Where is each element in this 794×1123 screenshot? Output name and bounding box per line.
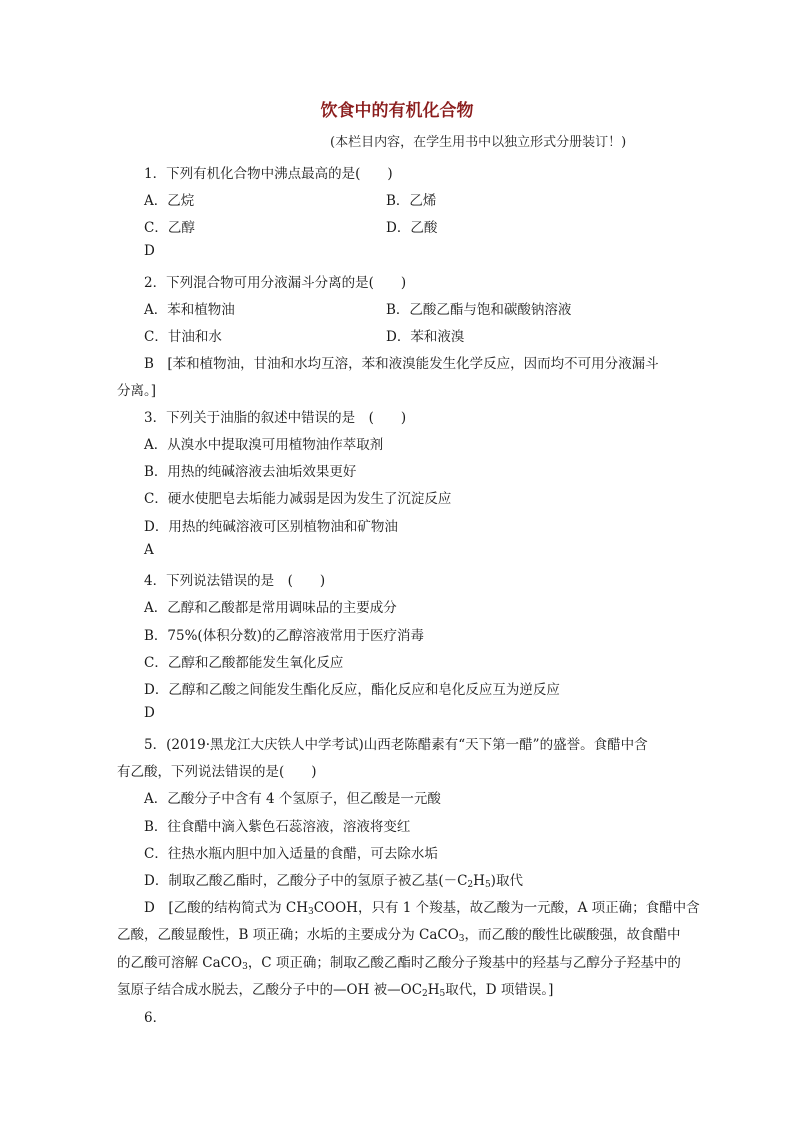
- question-5-stem-cont: 有乙酸，下列说法错误的是( ): [117, 764, 317, 780]
- question-5-option-d: D．制取乙酸乙酯时，乙酸分子中的氢原子被乙基$(-C_2H_5)$取代: [144, 873, 523, 890]
- question-4-option-a: A．乙醇和乙酸都是常用调味品的主要成分: [144, 600, 397, 616]
- question-4-option-d: D．乙醇和乙酸之间能发生酯化反应，酯化反应和皂化反应互为逆反应: [144, 682, 560, 698]
- question-2-option-c: C．甘油和水: [144, 329, 222, 345]
- question-2-option-d: D．苯和液溴: [386, 329, 465, 345]
- question-2-option-a: A．苯和植物油: [144, 302, 235, 318]
- question-5-answer: D [乙酸的结构简式为 $CH_3COOH$，只有 1 个羧基，故乙酸为一元酸，A 项正确；食醋中含: [144, 900, 700, 917]
- question-1-answer: D: [144, 243, 155, 259]
- question-3-stem: 3．下列关于油脂的叙述中错误的是 ( ): [144, 410, 407, 426]
- page-subtitle: (本栏目内容，在学生用书中以独立形式分册装订！): [330, 135, 627, 150]
- question-1-option-d: D．乙酸: [386, 220, 438, 236]
- question-2-answer-cont: 分离。]: [117, 383, 157, 399]
- question-3-answer: A: [144, 542, 154, 558]
- question-5-answer-cont-2: 的乙酸可溶解 CaCO$_3$，C 项正确；制取乙酸乙酯时乙酸分子羧基中的羟基与乙醇分子羟基中的: [117, 955, 681, 972]
- question-4-stem: 4．下列说法错误的是 ( ): [144, 573, 326, 589]
- question-3-option-a: A．从溴水中提取溴可用植物油作萃取剂: [144, 437, 384, 453]
- question-4-answer: D: [144, 705, 155, 721]
- question-5-answer-cont-3: 氢原子结合成水脱去，乙酸分子中的—OH 被$—OC_2H_5$取代，D 项错误。]: [117, 982, 554, 999]
- page-title: 饮食中的有机化合物: [320, 101, 474, 121]
- question-2-answer: B [苯和植物油，甘油和水均互溶，苯和液溴能发生化学反应，因而均不可用分液漏斗: [144, 356, 659, 372]
- question-1-option-a: A．乙烷: [144, 193, 195, 209]
- question-5-answer-cont-1: 乙酸，乙酸显酸性，B 项正确；水垢的主要成分为 CaCO$_3$，而乙酸的酸性比碳酸强，故食醋中: [117, 927, 681, 944]
- question-2-option-b: B．乙酸乙酯与饱和碳酸钠溶液: [386, 302, 572, 318]
- question-5-option-a: A．乙酸分子中含有 4 个氢原子，但乙酸是一元酸: [144, 791, 441, 807]
- question-4-option-b: B．75%(体积分数)的乙醇溶液常用于医疗消毒: [144, 628, 424, 644]
- question-1-option-c: C．乙醇: [144, 220, 195, 236]
- question-2-stem: 2．下列混合物可用分液漏斗分离的是( ): [144, 275, 407, 291]
- question-1-stem: 1．下列有机化合物中沸点最高的是( ): [144, 166, 393, 182]
- question-6-stem: 6．: [144, 1010, 167, 1026]
- question-3-option-d: D．用热的纯碱溶液可区别植物油和矿物油: [144, 519, 398, 535]
- question-4-option-c: C．乙醇和乙酸都能发生氧化反应: [144, 655, 344, 671]
- question-5-option-b: B．往食醋中滴入紫色石蕊溶液，溶液将变红: [144, 819, 411, 835]
- question-3-option-c: C．硬水使肥皂去垢能力减弱是因为发生了沉淀反应: [144, 491, 452, 507]
- question-5-option-c: C．往热水瓶内胆中加入适量的食醋，可去除水垢: [144, 846, 438, 862]
- question-1-option-b: B．乙烯: [386, 193, 437, 209]
- question-5-stem: 5．(2019·黑龙江大庆铁人中学考试)山西老陈醋素有“天下第一醋”的盛誉。食醋中含: [144, 737, 648, 753]
- question-3-option-b: B．用热的纯碱溶液去油垢效果更好: [144, 464, 357, 480]
